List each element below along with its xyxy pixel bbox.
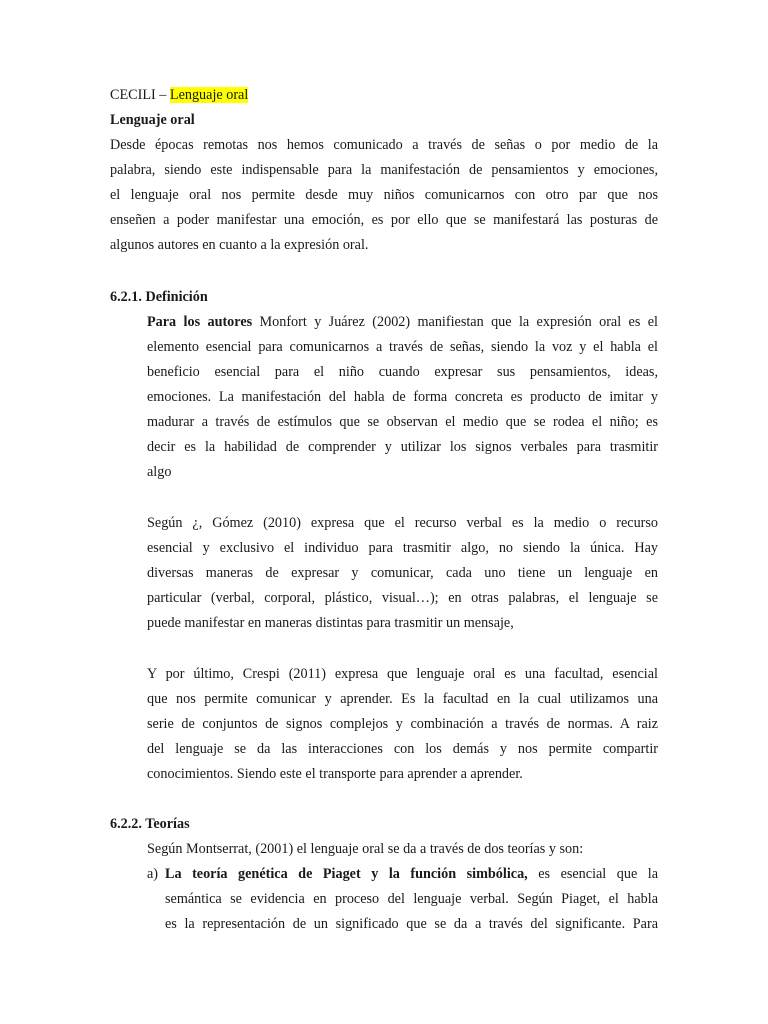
header-highlight: Lenguaje oral [169, 87, 249, 103]
section-heading-teorias: 6.2.2. Teorías [110, 816, 190, 832]
definition-lead: Para los autores [147, 314, 253, 330]
item-a-line: es la representación de un significado que se da a través del significante. Para [165, 916, 658, 932]
intro-line: Desde épocas remotas nos hemos comunicado a través de señas o por medio de la [110, 137, 658, 153]
definition-line: decir es la habilidad de comprender y utilizar los signos verbales para trasmitir [147, 439, 658, 455]
gomez-line: Según ¿, Gómez (2010) expresa que el recurso verbal es la medio o recurso [147, 515, 658, 531]
gomez-line: diversas maneras de expresar y comunicar, cada uno tiene un lenguaje en [147, 565, 658, 581]
intro-line: el lenguaje oral nos permite desde muy niños comunicarnos con otro par que nos [110, 187, 658, 203]
gomez-line: puede manifestar en maneras distintas para trasmitir un mensaje, [147, 615, 514, 631]
definition-line: algo [147, 464, 172, 480]
gomez-line: particular (verbal, corporal, plástico, visual…); en otras palabras, el lenguaje se [147, 590, 658, 606]
intro-line: enseñen a poder manifestar una emoción, es por ello que se manifestará las posturas de [110, 212, 658, 228]
document-header [110, 86, 248, 104]
definition-line: beneficio esencial para el niño cuando expresar sus pensamientos, ideas, [147, 364, 658, 380]
crespi-line: serie de conjuntos de signos complejos y combinación a través de normas. A raiz [147, 716, 658, 732]
definition-line: madurar a través de estímulos que se observan el medio que se rodea el niño; es [147, 414, 658, 430]
header-prefix: CECILI – [110, 87, 170, 103]
page-title: Lenguaje oral [110, 112, 195, 128]
intro-line: palabra, siendo este indispensable para la manifestación de pensamientos y emociones, [110, 162, 658, 178]
crespi-line: del lenguaje se da las interacciones con los demás y nos permite compartir [147, 741, 658, 757]
definition-line: elemento esencial para comunicarnos a través de señas, siendo la voz y el habla el [147, 339, 658, 355]
list-marker-a: a) [147, 866, 159, 882]
crespi-line: que nos permite comunicar y aprender. Es la facultad en la cual utilizamos una [147, 691, 658, 707]
section-heading-definicion: 6.2.1. Definición [110, 289, 208, 305]
gomez-line: esencial y exclusivo el individuo para trasmitir algo, no siendo la única. Hay [147, 540, 658, 556]
item-a-line: semántica se evidencia en proceso del lenguaje verbal. Según Piaget, el habla [165, 891, 658, 907]
definition-line: emociones. La manifestación del habla de forma concreta es producto de imitar y [147, 389, 658, 405]
item-a-line: La teoría genética de Piaget y la función simbólica, es esencial que la [165, 866, 659, 882]
crespi-line: conocimientos. Siendo este el transporte para aprender a aprender. [147, 766, 523, 782]
intro-line: algunos autores en cuanto a la expresión oral. [110, 237, 369, 253]
teorias-intro: Según Montserrat, (2001) el lenguaje oral se da a través de dos teorías y son: [147, 841, 584, 857]
definition-line: Para los autores Monfort y Juárez (2002) manifiestan que la expresión oral es el [147, 314, 658, 330]
crespi-line: Y por último, Crespi (2011) expresa que lenguaje oral es una facultad, esencial [147, 666, 658, 682]
item-a-lead: La teoría genética de Piaget y la función simbólica, [165, 866, 528, 882]
